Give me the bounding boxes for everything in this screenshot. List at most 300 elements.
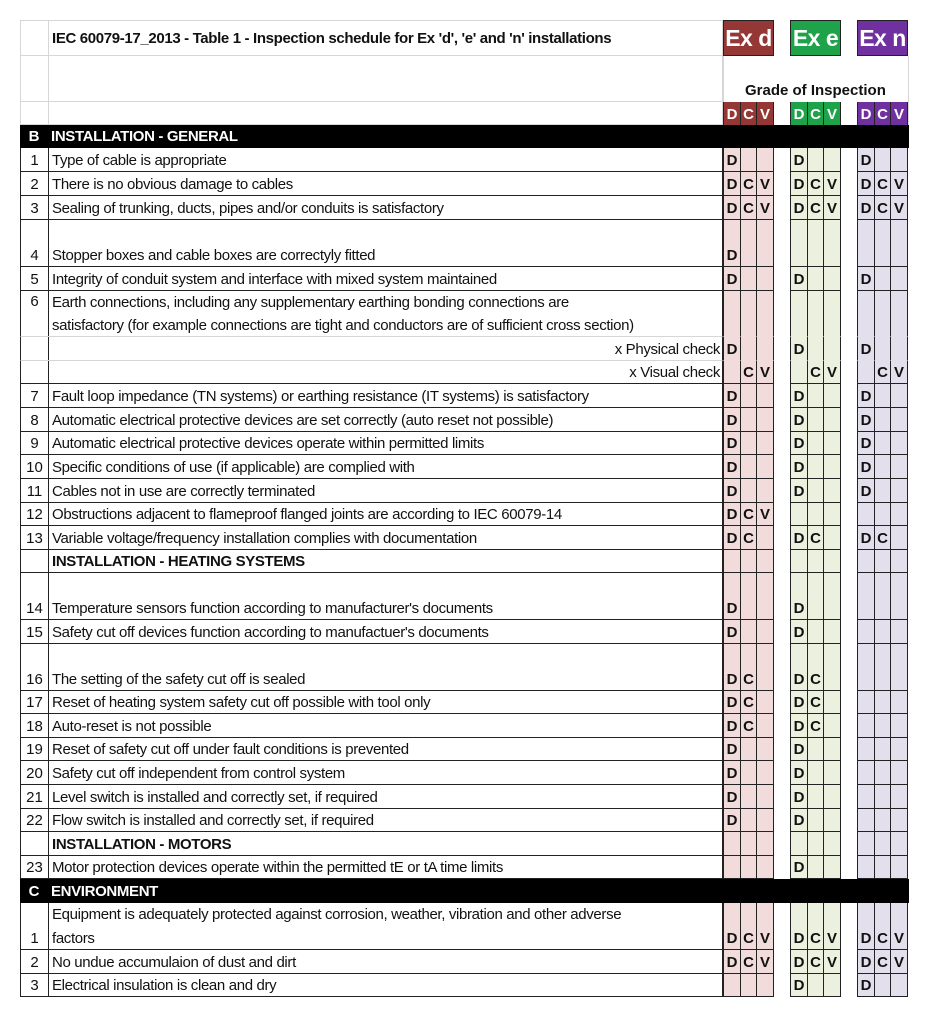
exd-d-cell: D bbox=[723, 691, 741, 714]
exe-v-cell bbox=[824, 267, 841, 291]
exn-c-cell: C bbox=[875, 950, 891, 974]
exe-d-cell: D bbox=[790, 738, 808, 761]
requirement-text: Sealing of trunking, ducts, pipes and/or conduits is satisfactory bbox=[52, 200, 444, 217]
exn-v-cell: V bbox=[891, 172, 908, 196]
row-number: 22 bbox=[21, 809, 49, 831]
table-row bbox=[20, 267, 723, 291]
row-number: 1 bbox=[21, 903, 49, 949]
exn-v-cell bbox=[891, 503, 908, 526]
requirement-text: Motor protection devices operate within the permitted tE or tA time limits bbox=[52, 859, 503, 876]
exd-c-cell: C bbox=[741, 172, 757, 196]
exd-c-cell bbox=[741, 479, 757, 503]
exn-c-cell bbox=[875, 644, 891, 691]
exd-grade-header-d: D bbox=[723, 102, 741, 126]
exd-v-cell bbox=[757, 432, 774, 455]
requirement-text: Specific conditions of use (if applicable) are complied with bbox=[52, 459, 415, 476]
exd-d-cell: D bbox=[723, 172, 741, 196]
requirement-text: Variable voltage/frequency installation complies with documentation bbox=[52, 530, 477, 547]
exe-c-cell bbox=[808, 738, 824, 761]
exe-c-cell: C bbox=[808, 172, 824, 196]
table-row bbox=[20, 172, 723, 196]
exd-c-cell bbox=[741, 291, 757, 337]
exn-d-cell bbox=[857, 856, 875, 879]
row-number: 15 bbox=[21, 620, 49, 643]
exe-c-cell bbox=[808, 573, 824, 620]
table-row bbox=[20, 384, 723, 408]
exe-d-cell: D bbox=[790, 903, 808, 950]
exn-v-cell bbox=[891, 220, 908, 267]
row-number: 11 bbox=[21, 479, 49, 502]
exn-c-cell bbox=[875, 148, 891, 172]
exd-d-cell: D bbox=[723, 432, 741, 455]
exd-d-cell bbox=[723, 291, 741, 337]
exn-d-cell: D bbox=[857, 408, 875, 432]
exe-v-cell: V bbox=[824, 172, 841, 196]
exd-c-cell: C bbox=[741, 526, 757, 550]
exe-d-cell: D bbox=[790, 950, 808, 974]
exn-c-cell bbox=[875, 408, 891, 432]
exn-d-cell: D bbox=[857, 267, 875, 291]
table-row bbox=[20, 761, 723, 785]
exn-d-cell: D bbox=[857, 455, 875, 479]
table-row bbox=[20, 526, 723, 550]
exn-c-cell: C bbox=[875, 361, 891, 384]
exd-c-cell bbox=[741, 832, 757, 856]
exn-d-cell: D bbox=[857, 903, 875, 950]
exn-c-cell: C bbox=[875, 172, 891, 196]
exd-v-cell bbox=[757, 148, 774, 172]
exd-c-cell bbox=[741, 761, 757, 785]
exe-c-cell: C bbox=[808, 196, 824, 220]
exd-c-cell bbox=[741, 148, 757, 172]
exn-d-cell: D bbox=[857, 337, 875, 361]
exn-v-cell bbox=[891, 384, 908, 408]
exd-v-cell bbox=[757, 337, 774, 361]
requirement-text: There is no obvious damage to cables bbox=[52, 176, 293, 193]
requirement-text: Integrity of conduit system and interface with mixed system maintained bbox=[52, 271, 497, 288]
exn-d-cell bbox=[857, 291, 875, 337]
exd-c-cell bbox=[741, 974, 757, 997]
exn-d-cell bbox=[857, 785, 875, 809]
exn-v-cell: V bbox=[891, 950, 908, 974]
requirement-text: Obstructions adjacent to flameproof flanged joints are according to IEC 60079-14 bbox=[52, 506, 562, 523]
exe-c-cell bbox=[808, 809, 824, 832]
exe-v-cell bbox=[824, 738, 841, 761]
exe-grade-header-v: V bbox=[824, 102, 841, 126]
exn-d-cell: D bbox=[857, 148, 875, 172]
table-row bbox=[20, 408, 723, 432]
requirement-text: The setting of the safety cut off is sealed bbox=[52, 671, 306, 688]
row-number: 8 bbox=[21, 408, 49, 431]
table-row bbox=[20, 974, 723, 997]
exe-c-cell: C bbox=[808, 714, 824, 738]
exd-d-cell: D bbox=[723, 148, 741, 172]
table-row bbox=[20, 220, 723, 267]
row-number: 13 bbox=[21, 526, 49, 549]
section-bar-c bbox=[20, 879, 909, 903]
exe-c-cell bbox=[808, 455, 824, 479]
exe-d-cell: D bbox=[790, 785, 808, 809]
exe-c-cell bbox=[808, 220, 824, 267]
exd-d-cell: D bbox=[723, 384, 741, 408]
exe-c-cell bbox=[808, 785, 824, 809]
exd-d-cell: D bbox=[723, 337, 741, 361]
exn-v-cell bbox=[891, 148, 908, 172]
exn-v-cell bbox=[891, 479, 908, 503]
exd-d-cell: D bbox=[723, 220, 741, 267]
exe-d-cell: D bbox=[790, 337, 808, 361]
exn-v-cell bbox=[891, 809, 908, 832]
table-row bbox=[20, 291, 723, 337]
requirement-text: No undue accumulaion of dust and dirt bbox=[52, 954, 296, 971]
exn-d-cell: D bbox=[857, 432, 875, 455]
exd-c-cell bbox=[741, 267, 757, 291]
exe-d-cell: D bbox=[790, 761, 808, 785]
exe-c-cell bbox=[808, 550, 824, 573]
row-number: 2 bbox=[21, 950, 49, 973]
requirement-text: Safety cut off independent from control system bbox=[52, 765, 345, 782]
exe-d-cell bbox=[790, 550, 808, 573]
exn-d-cell: D bbox=[857, 196, 875, 220]
row-number: 19 bbox=[21, 738, 49, 760]
table-row bbox=[20, 950, 723, 974]
table-row bbox=[20, 856, 723, 879]
exd-v-cell bbox=[757, 479, 774, 503]
page-title: IEC 60079-17_2013 - Table 1 - Inspection schedule for Ex 'd', 'e' and 'n' installations bbox=[52, 29, 612, 47]
exd-c-cell bbox=[741, 738, 757, 761]
exn-v-cell bbox=[891, 573, 908, 620]
exn-d-cell bbox=[857, 691, 875, 714]
exd-v-cell: V bbox=[757, 950, 774, 974]
exd-c-cell: C bbox=[741, 691, 757, 714]
row-number bbox=[21, 337, 49, 360]
exn-c-cell bbox=[875, 832, 891, 856]
exe-v-cell bbox=[824, 691, 841, 714]
exn-v-cell bbox=[891, 714, 908, 738]
exn-d-cell bbox=[857, 714, 875, 738]
exd-v-cell bbox=[757, 785, 774, 809]
exe-c-cell bbox=[808, 384, 824, 408]
exd-v-cell bbox=[757, 455, 774, 479]
exd-c-cell bbox=[741, 856, 757, 879]
exe-d-cell: D bbox=[790, 267, 808, 291]
exe-grade-header-c: C bbox=[808, 102, 824, 126]
requirement-text-line: factors bbox=[52, 930, 95, 947]
exd-c-cell bbox=[741, 337, 757, 361]
exd-v-cell bbox=[757, 714, 774, 738]
exe-d-cell: D bbox=[790, 172, 808, 196]
exd-d-cell: D bbox=[723, 738, 741, 761]
exn-d-cell bbox=[857, 832, 875, 856]
requirement-text: Temperature sensors function according to manufacturer's documents bbox=[52, 600, 493, 617]
exe-d-cell: D bbox=[790, 196, 808, 220]
exe-v-cell bbox=[824, 785, 841, 809]
exn-v-cell bbox=[891, 455, 908, 479]
exn-c-cell: C bbox=[875, 526, 891, 550]
row-number: 21 bbox=[21, 785, 49, 808]
requirement-text: Stopper boxes and cable boxes are correctyly fitted bbox=[52, 247, 376, 264]
exe-d-cell: D bbox=[790, 691, 808, 714]
exn-c-cell bbox=[875, 432, 891, 455]
exd-v-cell bbox=[757, 644, 774, 691]
exd-c-cell: C bbox=[741, 644, 757, 691]
exe-d-cell bbox=[790, 291, 808, 337]
exe-d-cell: D bbox=[790, 384, 808, 408]
requirement-text: Fault loop impedance (TN systems) or earthing resistance (IT systems) is satisfactory bbox=[52, 388, 589, 405]
subsection-header-row bbox=[20, 550, 723, 573]
blank-row-number bbox=[21, 56, 49, 101]
exd-c-cell bbox=[741, 809, 757, 832]
row-number: 4 bbox=[21, 220, 49, 266]
exn-v-cell bbox=[891, 785, 908, 809]
table-row bbox=[20, 714, 723, 738]
exe-c-cell bbox=[808, 337, 824, 361]
exn-c-cell bbox=[875, 620, 891, 644]
exn-c-cell bbox=[875, 761, 891, 785]
exn-v-cell: V bbox=[891, 196, 908, 220]
requirement-text-line: Earth connections, including any supplementary earthing bonding connections are bbox=[52, 294, 569, 311]
check-type-label: x Physical check bbox=[614, 341, 720, 358]
exn-v-cell bbox=[891, 644, 908, 691]
subsection-header-row bbox=[20, 832, 723, 856]
exd-v-cell bbox=[757, 809, 774, 832]
exn-d-cell bbox=[857, 573, 875, 620]
exe-d-cell: D bbox=[790, 408, 808, 432]
table-row bbox=[20, 148, 723, 172]
exn-c-cell bbox=[875, 267, 891, 291]
exe-v-cell bbox=[824, 337, 841, 361]
row-number: 14 bbox=[21, 573, 49, 619]
exd-d-cell: D bbox=[723, 761, 741, 785]
exn-c-cell bbox=[875, 384, 891, 408]
exn-c-cell bbox=[875, 220, 891, 267]
exn-d-cell: D bbox=[857, 384, 875, 408]
exe-v-cell bbox=[824, 384, 841, 408]
row-number: 6 bbox=[21, 291, 49, 336]
exd-d-cell: D bbox=[723, 196, 741, 220]
exn-v-cell bbox=[891, 620, 908, 644]
requirement-text bbox=[49, 903, 722, 949]
exd-c-cell bbox=[741, 432, 757, 455]
exd-v-cell bbox=[757, 856, 774, 879]
exe-grade-header-d: D bbox=[790, 102, 808, 126]
exe-v-cell bbox=[824, 408, 841, 432]
row-number: 5 bbox=[21, 267, 49, 290]
exd-c-cell bbox=[741, 573, 757, 620]
row-number: 23 bbox=[21, 856, 49, 878]
exn-d-cell: D bbox=[857, 479, 875, 503]
exe-v-cell: V bbox=[824, 196, 841, 220]
exd-v-cell bbox=[757, 620, 774, 644]
exd-v-cell bbox=[757, 550, 774, 573]
exe-d-cell: D bbox=[790, 644, 808, 691]
row-number: 10 bbox=[21, 455, 49, 478]
table-row bbox=[20, 691, 723, 714]
table-row bbox=[20, 455, 723, 479]
requirement-text: Automatic electrical protective devices operate within permitted limits bbox=[52, 435, 485, 452]
exd-v-cell bbox=[757, 267, 774, 291]
section-letter: B bbox=[28, 128, 40, 145]
grade-header-row-number bbox=[21, 102, 49, 124]
exd-d-cell: D bbox=[723, 903, 741, 950]
exe-v-cell bbox=[824, 432, 841, 455]
exd-d-cell: D bbox=[723, 573, 741, 620]
title-row-number bbox=[21, 21, 49, 55]
exn-grade-header-d: D bbox=[857, 102, 875, 126]
exn-c-cell bbox=[875, 785, 891, 809]
exd-d-cell: D bbox=[723, 526, 741, 550]
table-row bbox=[20, 432, 723, 455]
row-number: 16 bbox=[21, 644, 49, 690]
exn-d-cell: D bbox=[857, 950, 875, 974]
requirement-text: Electrical insulation is clean and dry bbox=[52, 977, 277, 994]
table-row bbox=[20, 503, 723, 526]
requirement-text: Auto-reset is not possible bbox=[52, 718, 212, 735]
table-row bbox=[20, 809, 723, 832]
grade-header-row bbox=[20, 102, 723, 125]
exe-c-cell: C bbox=[808, 644, 824, 691]
exn-v-cell bbox=[891, 432, 908, 455]
exe-d-cell: D bbox=[790, 620, 808, 644]
exe-v-cell bbox=[824, 148, 841, 172]
exe-v-cell bbox=[824, 832, 841, 856]
exn-v-cell bbox=[891, 761, 908, 785]
exd-c-cell bbox=[741, 550, 757, 573]
exe-c-cell bbox=[808, 479, 824, 503]
exe-d-cell: D bbox=[790, 455, 808, 479]
exe-d-cell bbox=[790, 832, 808, 856]
exn-c-cell bbox=[875, 974, 891, 997]
exn-c-cell bbox=[875, 455, 891, 479]
exd-d-cell: D bbox=[723, 455, 741, 479]
exe-d-cell: D bbox=[790, 974, 808, 997]
row-number: 12 bbox=[21, 503, 49, 525]
exn-d-cell bbox=[857, 550, 875, 573]
table-row bbox=[20, 196, 723, 220]
exn-d-cell bbox=[857, 761, 875, 785]
exn-v-cell bbox=[891, 267, 908, 291]
exn-d-cell bbox=[857, 503, 875, 526]
exe-c-cell bbox=[808, 620, 824, 644]
exe-v-cell bbox=[824, 291, 841, 337]
exn-v-cell bbox=[891, 974, 908, 997]
exn-v-cell bbox=[891, 832, 908, 856]
requirement-text bbox=[49, 291, 722, 336]
exe-c-cell bbox=[808, 148, 824, 172]
exe-c-cell bbox=[808, 432, 824, 455]
exn-d-cell: D bbox=[857, 526, 875, 550]
row-number bbox=[21, 361, 49, 383]
exn-v-cell bbox=[891, 550, 908, 573]
exn-d-cell bbox=[857, 220, 875, 267]
exe-d-cell: D bbox=[790, 479, 808, 503]
exe-c-cell bbox=[808, 267, 824, 291]
exe-v-cell bbox=[824, 620, 841, 644]
table-row bbox=[20, 337, 723, 361]
exn-d-cell bbox=[857, 361, 875, 384]
exn-c-cell bbox=[875, 337, 891, 361]
row-number: 1 bbox=[21, 148, 49, 171]
exn-c-cell: C bbox=[875, 196, 891, 220]
exn-d-cell bbox=[857, 644, 875, 691]
exn-v-cell bbox=[891, 856, 908, 879]
exd-v-cell bbox=[757, 408, 774, 432]
subsection-title: INSTALLATION - HEATING SYSTEMS bbox=[52, 553, 305, 570]
exe-d-cell: D bbox=[790, 573, 808, 620]
table-row bbox=[20, 738, 723, 761]
exn-c-cell bbox=[875, 809, 891, 832]
row-number bbox=[21, 832, 49, 855]
exd-d-cell bbox=[723, 361, 741, 384]
table-row bbox=[20, 785, 723, 809]
exn-d-cell bbox=[857, 738, 875, 761]
table-row bbox=[20, 479, 723, 503]
exd-d-cell: D bbox=[723, 503, 741, 526]
exn-v-cell bbox=[891, 691, 908, 714]
table-row bbox=[20, 573, 723, 620]
exd-d-cell bbox=[723, 550, 741, 573]
exe-c-cell: C bbox=[808, 903, 824, 950]
section-title: ENVIRONMENT bbox=[51, 882, 158, 900]
requirement-text: Reset of heating system safety cut off possible with tool only bbox=[52, 694, 431, 711]
exe-c-cell bbox=[808, 291, 824, 337]
row-number: 3 bbox=[21, 974, 49, 996]
subsection-title: INSTALLATION - MOTORS bbox=[52, 836, 232, 853]
exe-c-cell bbox=[808, 856, 824, 879]
exd-d-cell: D bbox=[723, 714, 741, 738]
row-number: 20 bbox=[21, 761, 49, 784]
exn-c-cell bbox=[875, 856, 891, 879]
exn-c-cell bbox=[875, 573, 891, 620]
exe-d-cell bbox=[790, 220, 808, 267]
exd-d-cell: D bbox=[723, 950, 741, 974]
exe-c-cell: C bbox=[808, 361, 824, 384]
exn-badge: Ex n bbox=[857, 20, 908, 56]
row-number: 2 bbox=[21, 172, 49, 195]
exd-c-cell: C bbox=[741, 503, 757, 526]
exe-d-cell bbox=[790, 361, 808, 384]
exd-c-cell: C bbox=[741, 950, 757, 974]
exe-c-cell bbox=[808, 832, 824, 856]
exd-c-cell bbox=[741, 620, 757, 644]
exd-d-cell: D bbox=[723, 267, 741, 291]
exe-c-cell: C bbox=[808, 526, 824, 550]
exd-c-cell bbox=[741, 220, 757, 267]
row-number: 18 bbox=[21, 714, 49, 737]
exd-c-cell bbox=[741, 455, 757, 479]
exn-v-cell bbox=[891, 526, 908, 550]
exd-v-cell: V bbox=[757, 503, 774, 526]
exd-v-cell bbox=[757, 291, 774, 337]
exe-v-cell bbox=[824, 644, 841, 691]
exd-d-cell: D bbox=[723, 620, 741, 644]
requirement-text: Flow switch is installed and correctly set, if required bbox=[52, 812, 374, 829]
exn-d-cell: D bbox=[857, 974, 875, 997]
exn-grade-header-c: C bbox=[875, 102, 891, 126]
exd-v-cell bbox=[757, 691, 774, 714]
exe-c-cell: C bbox=[808, 691, 824, 714]
exd-c-cell bbox=[741, 408, 757, 432]
exe-v-cell bbox=[824, 761, 841, 785]
exe-v-cell bbox=[824, 455, 841, 479]
title-row bbox=[20, 20, 723, 56]
exe-v-cell bbox=[824, 479, 841, 503]
exd-v-cell: V bbox=[757, 903, 774, 950]
exd-c-cell: C bbox=[741, 714, 757, 738]
exd-d-cell: D bbox=[723, 785, 741, 809]
exd-badge: Ex d bbox=[723, 20, 774, 56]
exd-d-cell: D bbox=[723, 809, 741, 832]
